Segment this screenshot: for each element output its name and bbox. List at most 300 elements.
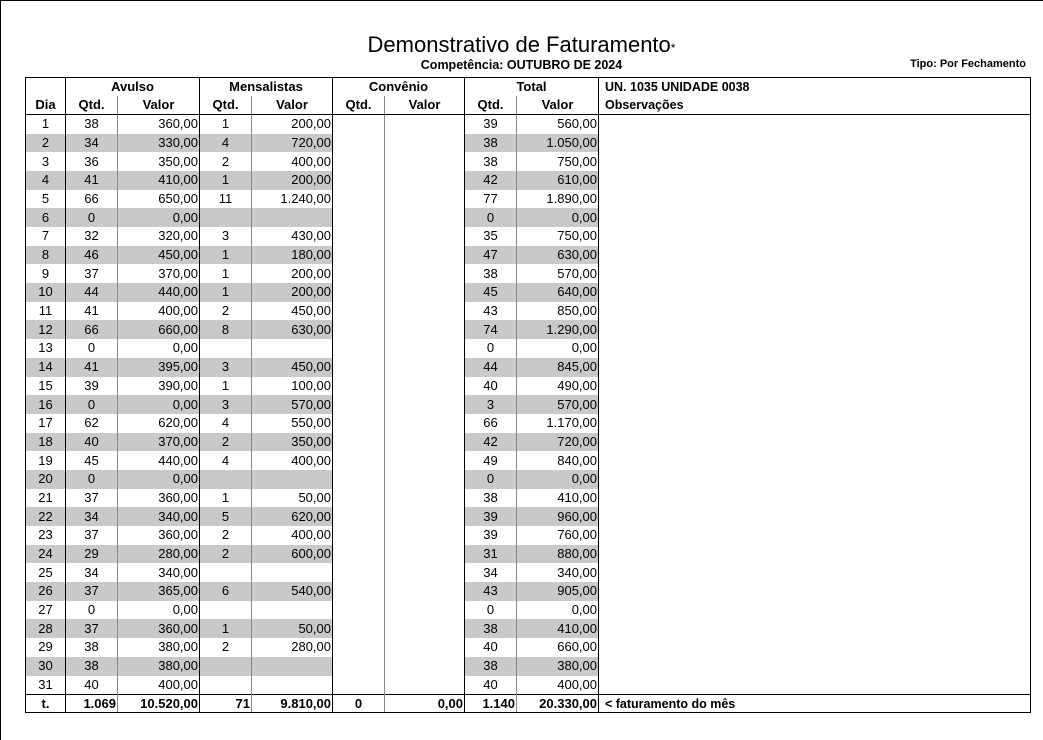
avulso-qtd-cell: 38 xyxy=(66,638,118,657)
convenio-valor-cell xyxy=(385,134,465,153)
mensalistas-valor-cell: 180,00 xyxy=(252,246,333,265)
avulso-qtd-cell: 40 xyxy=(66,433,118,452)
mensalistas-valor-cell xyxy=(252,657,333,676)
totals-mensalistas-valor: 9.810,00 xyxy=(252,694,333,713)
convenio-valor-cell xyxy=(385,320,465,339)
table-row xyxy=(26,134,1031,153)
convenio-qtd-cell xyxy=(333,470,385,489)
total-valor-cell: 660,00 xyxy=(517,638,599,657)
avulso-qtd-cell: 0 xyxy=(66,601,118,620)
billing-table xyxy=(25,77,1031,713)
day-cell: 22 xyxy=(26,507,66,526)
convenio-valor-cell xyxy=(385,657,465,676)
convenio-qtd-cell xyxy=(333,246,385,265)
totals-avulso-qtd: 1.069 xyxy=(66,694,118,713)
avulso-valor-cell: 390,00 xyxy=(118,377,200,396)
convenio-qtd-cell xyxy=(333,676,385,695)
total-qtd-cell: 38 xyxy=(465,152,517,171)
avulso-valor-cell: 330,00 xyxy=(118,134,200,153)
observacao-cell xyxy=(599,339,1031,358)
day-cell: 9 xyxy=(26,264,66,283)
total-valor-cell: 1.290,00 xyxy=(517,320,599,339)
day-cell: 26 xyxy=(26,582,66,601)
table-row xyxy=(26,414,1031,433)
total-qtd-cell: 40 xyxy=(465,638,517,657)
avulso-qtd-cell: 45 xyxy=(66,451,118,470)
mensalistas-qtd-cell: 4 xyxy=(200,134,252,153)
total-qtd-cell: 35 xyxy=(465,227,517,246)
convenio-qtd-cell xyxy=(333,638,385,657)
mensalistas-qtd-cell xyxy=(200,208,252,227)
mensalistas-valor-cell: 100,00 xyxy=(252,377,333,396)
day-cell: 31 xyxy=(26,676,66,695)
day-cell: 29 xyxy=(26,638,66,657)
total-qtd-cell: 3 xyxy=(465,395,517,414)
table-row xyxy=(26,152,1031,171)
day-cell: 4 xyxy=(26,171,66,190)
avulso-valor-cell: 370,00 xyxy=(118,264,200,283)
convenio-valor-cell xyxy=(385,470,465,489)
convenio-qtd-cell xyxy=(333,526,385,545)
mensalistas-qtd-cell: 2 xyxy=(200,545,252,564)
mensalistas-qtd-cell: 3 xyxy=(200,395,252,414)
total-qtd-cell: 0 xyxy=(465,208,517,227)
mensalistas-qtd-cell xyxy=(200,563,252,582)
avulso-valor-cell: 440,00 xyxy=(118,451,200,470)
total-valor-cell: 0,00 xyxy=(517,208,599,227)
convenio-qtd-cell xyxy=(333,377,385,396)
mensalistas-qtd-cell: 4 xyxy=(200,414,252,433)
total-qtd-cell: 43 xyxy=(465,302,517,321)
avulso-valor-cell: 340,00 xyxy=(118,563,200,582)
total-qtd-cell: 38 xyxy=(465,134,517,153)
avulso-qtd-cell: 37 xyxy=(66,619,118,638)
mensalistas-valor-cell: 200,00 xyxy=(252,115,333,134)
column-dia: Dia xyxy=(26,96,66,115)
avulso-qtd-cell: 34 xyxy=(66,507,118,526)
avulso-valor-cell: 350,00 xyxy=(118,152,200,171)
observacao-cell xyxy=(599,395,1031,414)
convenio-qtd-cell xyxy=(333,395,385,414)
convenio-qtd-cell xyxy=(333,190,385,209)
mensalistas-qtd-cell: 1 xyxy=(200,283,252,302)
convenio-valor-cell xyxy=(385,619,465,638)
total-valor-cell: 0,00 xyxy=(517,339,599,358)
avulso-qtd-cell: 34 xyxy=(66,134,118,153)
observacao-cell xyxy=(599,171,1031,190)
total-qtd-cell: 74 xyxy=(465,320,517,339)
day-cell: 16 xyxy=(26,395,66,414)
convenio-valor-cell xyxy=(385,283,465,302)
day-cell: 2 xyxy=(26,134,66,153)
day-cell: 13 xyxy=(26,339,66,358)
avulso-valor-cell: 0,00 xyxy=(118,339,200,358)
observacao-cell xyxy=(599,507,1031,526)
totals-note: < faturamento do mês xyxy=(599,694,1031,713)
mensalistas-valor-cell: 400,00 xyxy=(252,526,333,545)
total-qtd-cell: 0 xyxy=(465,339,517,358)
convenio-qtd-cell xyxy=(333,358,385,377)
avulso-valor-cell: 380,00 xyxy=(118,638,200,657)
total-valor-cell: 720,00 xyxy=(517,433,599,452)
table-row xyxy=(26,264,1031,283)
convenio-qtd-cell xyxy=(333,320,385,339)
column-observacoes: Observações xyxy=(599,96,1031,115)
convenio-valor-cell xyxy=(385,676,465,695)
day-cell: 27 xyxy=(26,601,66,620)
mensalistas-valor-cell: 50,00 xyxy=(252,489,333,508)
day-cell: 28 xyxy=(26,619,66,638)
total-valor-cell: 0,00 xyxy=(517,470,599,489)
totals-convenio-valor: 0,00 xyxy=(385,694,465,713)
column-convenio-qtd: Qtd. xyxy=(333,96,385,115)
convenio-qtd-cell xyxy=(333,563,385,582)
total-qtd-cell: 66 xyxy=(465,414,517,433)
avulso-valor-cell: 650,00 xyxy=(118,190,200,209)
total-valor-cell: 570,00 xyxy=(517,264,599,283)
title-asterisk: * xyxy=(670,41,676,55)
observacao-cell xyxy=(599,320,1031,339)
avulso-qtd-cell: 38 xyxy=(66,657,118,676)
mensalistas-qtd-cell: 6 xyxy=(200,582,252,601)
avulso-qtd-cell: 40 xyxy=(66,676,118,695)
day-cell: 15 xyxy=(26,377,66,396)
table-body xyxy=(26,115,1031,694)
total-valor-cell: 1.170,00 xyxy=(517,414,599,433)
avulso-qtd-cell: 37 xyxy=(66,526,118,545)
mensalistas-valor-cell: 1.240,00 xyxy=(252,190,333,209)
avulso-qtd-cell: 62 xyxy=(66,414,118,433)
day-cell: 1 xyxy=(26,115,66,134)
report-subtitle: Competência: OUTUBRO DE 2024 xyxy=(420,58,623,72)
mensalistas-qtd-cell xyxy=(200,657,252,676)
avulso-qtd-cell: 44 xyxy=(66,283,118,302)
convenio-qtd-cell xyxy=(333,283,385,302)
total-qtd-cell: 40 xyxy=(465,676,517,695)
table-row xyxy=(26,358,1031,377)
observacao-cell xyxy=(599,582,1031,601)
avulso-valor-cell: 620,00 xyxy=(118,414,200,433)
avulso-qtd-cell: 66 xyxy=(66,190,118,209)
report-title xyxy=(0,32,1043,58)
convenio-qtd-cell xyxy=(333,451,385,470)
mensalistas-valor-cell xyxy=(252,601,333,620)
avulso-qtd-cell: 39 xyxy=(66,377,118,396)
total-qtd-cell: 34 xyxy=(465,563,517,582)
total-valor-cell: 0,00 xyxy=(517,601,599,620)
avulso-qtd-cell: 66 xyxy=(66,320,118,339)
day-cell: 6 xyxy=(26,208,66,227)
table-row xyxy=(26,638,1031,657)
avulso-valor-cell: 660,00 xyxy=(118,320,200,339)
mensalistas-valor-cell: 600,00 xyxy=(252,545,333,564)
day-cell: 24 xyxy=(26,545,66,564)
mensalistas-qtd-cell: 3 xyxy=(200,227,252,246)
mensalistas-qtd-cell: 2 xyxy=(200,433,252,452)
observacao-cell xyxy=(599,208,1031,227)
convenio-qtd-cell xyxy=(333,489,385,508)
table-row xyxy=(26,339,1031,358)
convenio-valor-cell xyxy=(385,358,465,377)
day-cell: 30 xyxy=(26,657,66,676)
table-row xyxy=(26,377,1031,396)
convenio-qtd-cell xyxy=(333,601,385,620)
mensalistas-qtd-cell xyxy=(200,601,252,620)
mensalistas-qtd-cell: 8 xyxy=(200,320,252,339)
mensalistas-valor-cell: 450,00 xyxy=(252,302,333,321)
convenio-valor-cell xyxy=(385,152,465,171)
avulso-valor-cell: 395,00 xyxy=(118,358,200,377)
column-mensalistas-valor: Valor xyxy=(252,96,333,115)
day-cell: 11 xyxy=(26,302,66,321)
convenio-qtd-cell xyxy=(333,582,385,601)
day-cell: 3 xyxy=(26,152,66,171)
avulso-valor-cell: 410,00 xyxy=(118,171,200,190)
total-qtd-cell: 45 xyxy=(465,283,517,302)
mensalistas-valor-cell xyxy=(252,470,333,489)
total-qtd-cell: 31 xyxy=(465,545,517,564)
total-qtd-cell: 38 xyxy=(465,619,517,638)
mensalistas-qtd-cell: 2 xyxy=(200,152,252,171)
day-cell: 20 xyxy=(26,470,66,489)
table-row xyxy=(26,190,1031,209)
table-row xyxy=(26,563,1031,582)
mensalistas-qtd-cell: 2 xyxy=(200,302,252,321)
table-row xyxy=(26,582,1031,601)
total-valor-cell: 750,00 xyxy=(517,152,599,171)
table-row xyxy=(26,601,1031,620)
avulso-qtd-cell: 37 xyxy=(66,582,118,601)
avulso-qtd-cell: 37 xyxy=(66,489,118,508)
totals-total-valor: 20.330,00 xyxy=(517,694,599,713)
avulso-qtd-cell: 38 xyxy=(66,115,118,134)
table-row xyxy=(26,657,1031,676)
total-valor-cell: 410,00 xyxy=(517,489,599,508)
total-qtd-cell: 39 xyxy=(465,115,517,134)
group-mensalistas: Mensalistas xyxy=(200,78,333,97)
total-qtd-cell: 47 xyxy=(465,246,517,265)
table-row xyxy=(26,302,1031,321)
total-valor-cell: 880,00 xyxy=(517,545,599,564)
table-row xyxy=(26,619,1031,638)
group-convenio: Convênio xyxy=(333,78,465,97)
mensalistas-valor-cell: 450,00 xyxy=(252,358,333,377)
day-cell: 25 xyxy=(26,563,66,582)
group-header-blank xyxy=(26,78,66,97)
mensalistas-qtd-cell: 1 xyxy=(200,377,252,396)
unit-name: UN. 1035 UNIDADE 0038 xyxy=(599,78,1031,97)
observacao-cell xyxy=(599,545,1031,564)
avulso-valor-cell: 360,00 xyxy=(118,489,200,508)
avulso-qtd-cell: 0 xyxy=(66,339,118,358)
total-valor-cell: 570,00 xyxy=(517,395,599,414)
mensalistas-qtd-cell: 1 xyxy=(200,246,252,265)
avulso-valor-cell: 280,00 xyxy=(118,545,200,564)
convenio-qtd-cell xyxy=(333,545,385,564)
convenio-valor-cell xyxy=(385,526,465,545)
convenio-valor-cell xyxy=(385,582,465,601)
column-avulso-qtd: Qtd. xyxy=(66,96,118,115)
observacao-cell xyxy=(599,264,1031,283)
observacao-cell xyxy=(599,638,1031,657)
total-qtd-cell: 42 xyxy=(465,171,517,190)
table-row xyxy=(26,507,1031,526)
total-valor-cell: 610,00 xyxy=(517,171,599,190)
mensalistas-valor-cell: 400,00 xyxy=(252,152,333,171)
table-row xyxy=(26,395,1031,414)
total-valor-cell: 760,00 xyxy=(517,526,599,545)
convenio-qtd-cell xyxy=(333,507,385,526)
convenio-valor-cell xyxy=(385,302,465,321)
avulso-valor-cell: 440,00 xyxy=(118,283,200,302)
total-qtd-cell: 44 xyxy=(465,358,517,377)
convenio-qtd-cell xyxy=(333,657,385,676)
avulso-valor-cell: 0,00 xyxy=(118,601,200,620)
convenio-qtd-cell xyxy=(333,302,385,321)
mensalistas-valor-cell: 200,00 xyxy=(252,264,333,283)
observacao-cell xyxy=(599,377,1031,396)
column-header-row xyxy=(26,96,1031,115)
convenio-qtd-cell xyxy=(333,152,385,171)
avulso-qtd-cell: 37 xyxy=(66,264,118,283)
observacao-cell xyxy=(599,246,1031,265)
observacao-cell xyxy=(599,283,1031,302)
mensalistas-valor-cell: 50,00 xyxy=(252,619,333,638)
observacao-cell xyxy=(599,152,1031,171)
mensalistas-qtd-cell xyxy=(200,470,252,489)
day-cell: 18 xyxy=(26,433,66,452)
mensalistas-valor-cell: 200,00 xyxy=(252,283,333,302)
total-valor-cell: 630,00 xyxy=(517,246,599,265)
mensalistas-valor-cell: 200,00 xyxy=(252,171,333,190)
convenio-valor-cell xyxy=(385,545,465,564)
mensalistas-qtd-cell: 11 xyxy=(200,190,252,209)
total-valor-cell: 340,00 xyxy=(517,563,599,582)
observacao-cell xyxy=(599,302,1031,321)
convenio-valor-cell xyxy=(385,563,465,582)
column-mensalistas-qtd: Qtd. xyxy=(200,96,252,115)
convenio-valor-cell xyxy=(385,451,465,470)
avulso-qtd-cell: 41 xyxy=(66,171,118,190)
avulso-qtd-cell: 36 xyxy=(66,152,118,171)
totals-mensalistas-qtd: 71 xyxy=(200,694,252,713)
observacao-cell xyxy=(599,657,1031,676)
total-qtd-cell: 39 xyxy=(465,507,517,526)
avulso-qtd-cell: 0 xyxy=(66,395,118,414)
table-row xyxy=(26,433,1031,452)
table-row xyxy=(26,470,1031,489)
mensalistas-qtd-cell: 2 xyxy=(200,526,252,545)
convenio-qtd-cell xyxy=(333,208,385,227)
observacao-cell xyxy=(599,433,1031,452)
column-convenio-valor: Valor xyxy=(385,96,465,115)
mensalistas-qtd-cell: 1 xyxy=(200,171,252,190)
observacao-cell xyxy=(599,134,1031,153)
day-cell: 19 xyxy=(26,451,66,470)
total-qtd-cell: 0 xyxy=(465,470,517,489)
convenio-valor-cell xyxy=(385,377,465,396)
table-row xyxy=(26,489,1031,508)
avulso-valor-cell: 0,00 xyxy=(118,395,200,414)
mensalistas-valor-cell: 550,00 xyxy=(252,414,333,433)
avulso-valor-cell: 360,00 xyxy=(118,619,200,638)
mensalistas-valor-cell xyxy=(252,208,333,227)
observacao-cell xyxy=(599,470,1031,489)
convenio-valor-cell xyxy=(385,507,465,526)
table-row xyxy=(26,227,1031,246)
mensalistas-qtd-cell: 3 xyxy=(200,358,252,377)
total-valor-cell: 960,00 xyxy=(517,507,599,526)
table-row xyxy=(26,115,1031,134)
mensalistas-qtd-cell xyxy=(200,339,252,358)
convenio-valor-cell xyxy=(385,433,465,452)
total-valor-cell: 1.050,00 xyxy=(517,134,599,153)
total-qtd-cell: 77 xyxy=(465,190,517,209)
convenio-qtd-cell xyxy=(333,115,385,134)
convenio-valor-cell xyxy=(385,601,465,620)
table-row xyxy=(26,208,1031,227)
day-cell: 5 xyxy=(26,190,66,209)
total-qtd-cell: 43 xyxy=(465,582,517,601)
convenio-valor-cell xyxy=(385,339,465,358)
observacao-cell xyxy=(599,489,1031,508)
observacao-cell xyxy=(599,414,1031,433)
convenio-qtd-cell xyxy=(333,171,385,190)
mensalistas-valor-cell xyxy=(252,676,333,695)
avulso-qtd-cell: 34 xyxy=(66,563,118,582)
mensalistas-qtd-cell: 2 xyxy=(200,638,252,657)
avulso-qtd-cell: 0 xyxy=(66,208,118,227)
day-cell: 7 xyxy=(26,227,66,246)
observacao-cell xyxy=(599,115,1031,134)
mensalistas-valor-cell: 630,00 xyxy=(252,320,333,339)
total-qtd-cell: 42 xyxy=(465,433,517,452)
column-avulso-valor: Valor xyxy=(118,96,200,115)
mensalistas-valor-cell xyxy=(252,563,333,582)
avulso-qtd-cell: 29 xyxy=(66,545,118,564)
convenio-valor-cell xyxy=(385,395,465,414)
total-valor-cell: 490,00 xyxy=(517,377,599,396)
avulso-valor-cell: 360,00 xyxy=(118,115,200,134)
convenio-valor-cell xyxy=(385,246,465,265)
convenio-qtd-cell xyxy=(333,264,385,283)
mensalistas-valor-cell: 620,00 xyxy=(252,507,333,526)
report-type: Tipo: Por Fechamento xyxy=(910,58,1026,70)
avulso-valor-cell: 0,00 xyxy=(118,470,200,489)
total-valor-cell: 400,00 xyxy=(517,676,599,695)
mensalistas-valor-cell: 280,00 xyxy=(252,638,333,657)
total-qtd-cell: 49 xyxy=(465,451,517,470)
total-valor-cell: 560,00 xyxy=(517,115,599,134)
total-qtd-cell: 38 xyxy=(465,489,517,508)
avulso-qtd-cell: 41 xyxy=(66,302,118,321)
convenio-qtd-cell xyxy=(333,619,385,638)
avulso-valor-cell: 450,00 xyxy=(118,246,200,265)
avulso-valor-cell: 360,00 xyxy=(118,526,200,545)
day-cell: 10 xyxy=(26,283,66,302)
totals-avulso-valor: 10.520,00 xyxy=(118,694,200,713)
column-total-valor: Valor xyxy=(517,96,599,115)
report-title-text: Demonstrativo de Faturamento xyxy=(367,32,671,57)
convenio-valor-cell xyxy=(385,264,465,283)
mensalistas-valor-cell: 350,00 xyxy=(252,433,333,452)
convenio-valor-cell xyxy=(385,227,465,246)
observacao-cell xyxy=(599,358,1031,377)
day-cell: 14 xyxy=(26,358,66,377)
day-cell: 8 xyxy=(26,246,66,265)
mensalistas-qtd-cell: 1 xyxy=(200,489,252,508)
observacao-cell xyxy=(599,451,1031,470)
